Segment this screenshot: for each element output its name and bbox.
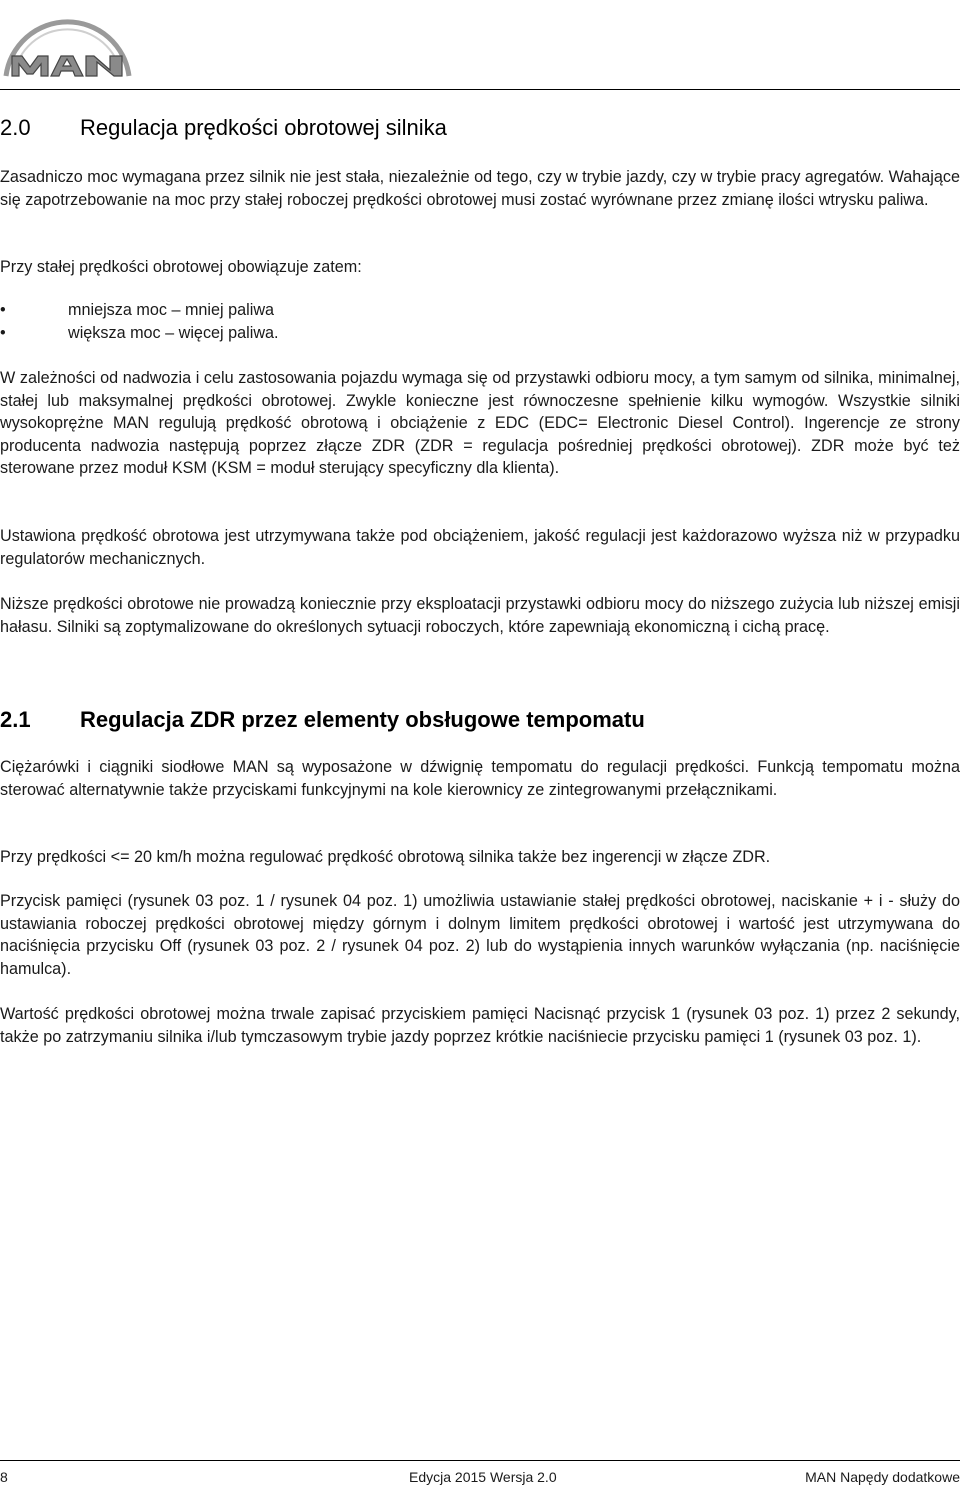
footer-title: MAN Napędy dodatkowe [805,1469,960,1485]
section-heading-2-0 [0,115,447,141]
section-title: Regulacja prędkości obrotowej silnika [80,115,447,140]
bullet-marker: • [0,324,6,342]
section-title: Regulacja ZDR przez elementy obsługowe tempomatu [80,707,645,732]
paragraph-2-0-3: W zależności od nadwozia i celu zastosowania pojazdu wymaga się od przystawki odbioru mocy, a tym samym od silnika, minimalnej, stałej lub maksymalnej prędkości obrotowej. Zwykle konieczne jest równoczesne spełnienie kilku wymogów. Wszystkie silniki wysokoprężne MAN regulują prędkość obrotową i obciążenie z EDC (EDC= Electronic Diesel Control). Ingerencje ze strony producenta nadwozia następują poprzez złącze ZDR (ZDR = regulacja pośredniej prędkości obrotowej). ZDR może być też sterowane przez moduł KSM (KSM = moduł sterujący specyficzny dla klienta). [0,369,960,477]
page-number: 8 [0,1469,8,1485]
paragraph-2-1-3: Przycisk pamięci (rysunek 03 poz. 1 / rysunek 04 poz. 1) umożliwia ustawianie stałej prędkości obrotowej, naciskanie + i - służy do ustawiania roboczej prędkości obrotowej między górnym i dolnym limitem prędkości obrotowej i wartość jest utrzymywana do naciśnięcia przycisku Off (rysunek 03 poz. 2 / rysunek 04 poz. 2) lub do wystąpienia innych warunków wyłączania (np. naciśnięcie hamulca). [0,892,960,978]
section-number: 2.1 [0,707,31,732]
bullet-text: większa moc – więcej paliwa. [68,324,279,342]
paragraph-2-0-4: Ustawiona prędkość obrotowa jest utrzymywana także pod obciążeniem, jakość regulacji jest każdorazowo wyższa niż w przypadku regulatorów mechanicznych. [0,527,960,568]
footer-edition: Edycja 2015 Wersja 2.0 [409,1469,557,1485]
bullet-marker: • [0,301,6,319]
paragraph-2-1-1: Ciężarówki i ciągniki siodłowe MAN są wyposażone w dźwignię tempomatu do regulacji prędkości. Funkcją tempomatu można sterować alternatywnie także przyciskami funkcyjnymi na kole kierownicy ze zintegrowanymi przełącznikami. [0,758,960,799]
bullet-text: mniejsza moc – mniej paliwa [68,301,275,319]
section-heading-2-1 [0,707,645,733]
paragraph-2-1-2: Przy prędkości <= 20 km/h można regulować prędkość obrotową silnika także bez ingerencji w złącze ZDR. [0,848,771,866]
paragraph-2-0-2: Przy stałej prędkości obrotowej obowiązuje zatem: [0,258,362,276]
paragraph-2-1-4: Wartość prędkości obrotowej można trwale zapisać przyciskiem pamięci Nacisnąć przycisk 1 (rysunek 03 poz. 1) przez 2 sekundy, także po zatrzymaniu silnika i/lub tymczasowym trybie jazdy poprzez krótkie naciśniecie przycisku pamięci 1 (rysunek 03 poz. 1). [0,1005,960,1046]
paragraph-2-0-5: Niższe prędkości obrotowe nie prowadzą koniecznie przy eksploatacji przystawki odbioru mocy do niższego zużycia lub niższej emisji hałasu. Silniki są zoptymalizowane do określonych sytuacji roboczych, które zapewniają ekonomiczną i cichą pracę. [0,595,960,636]
footer-rule [0,1460,960,1461]
paragraph-2-0-1: Zasadniczo moc wymagana przez silnik nie jest stała, niezależnie od tego, czy w trybie jazdy, czy w trybie pracy agregatów. Wahające się zapotrzebowanie na moc przy stałej roboczej prędkości obrotowej musi zostać wyrównane przez zmianę ilości wtrysku paliwa. [0,168,960,209]
man-logo [0,0,135,80]
header-rule [0,89,960,90]
section-number: 2.0 [0,115,31,140]
